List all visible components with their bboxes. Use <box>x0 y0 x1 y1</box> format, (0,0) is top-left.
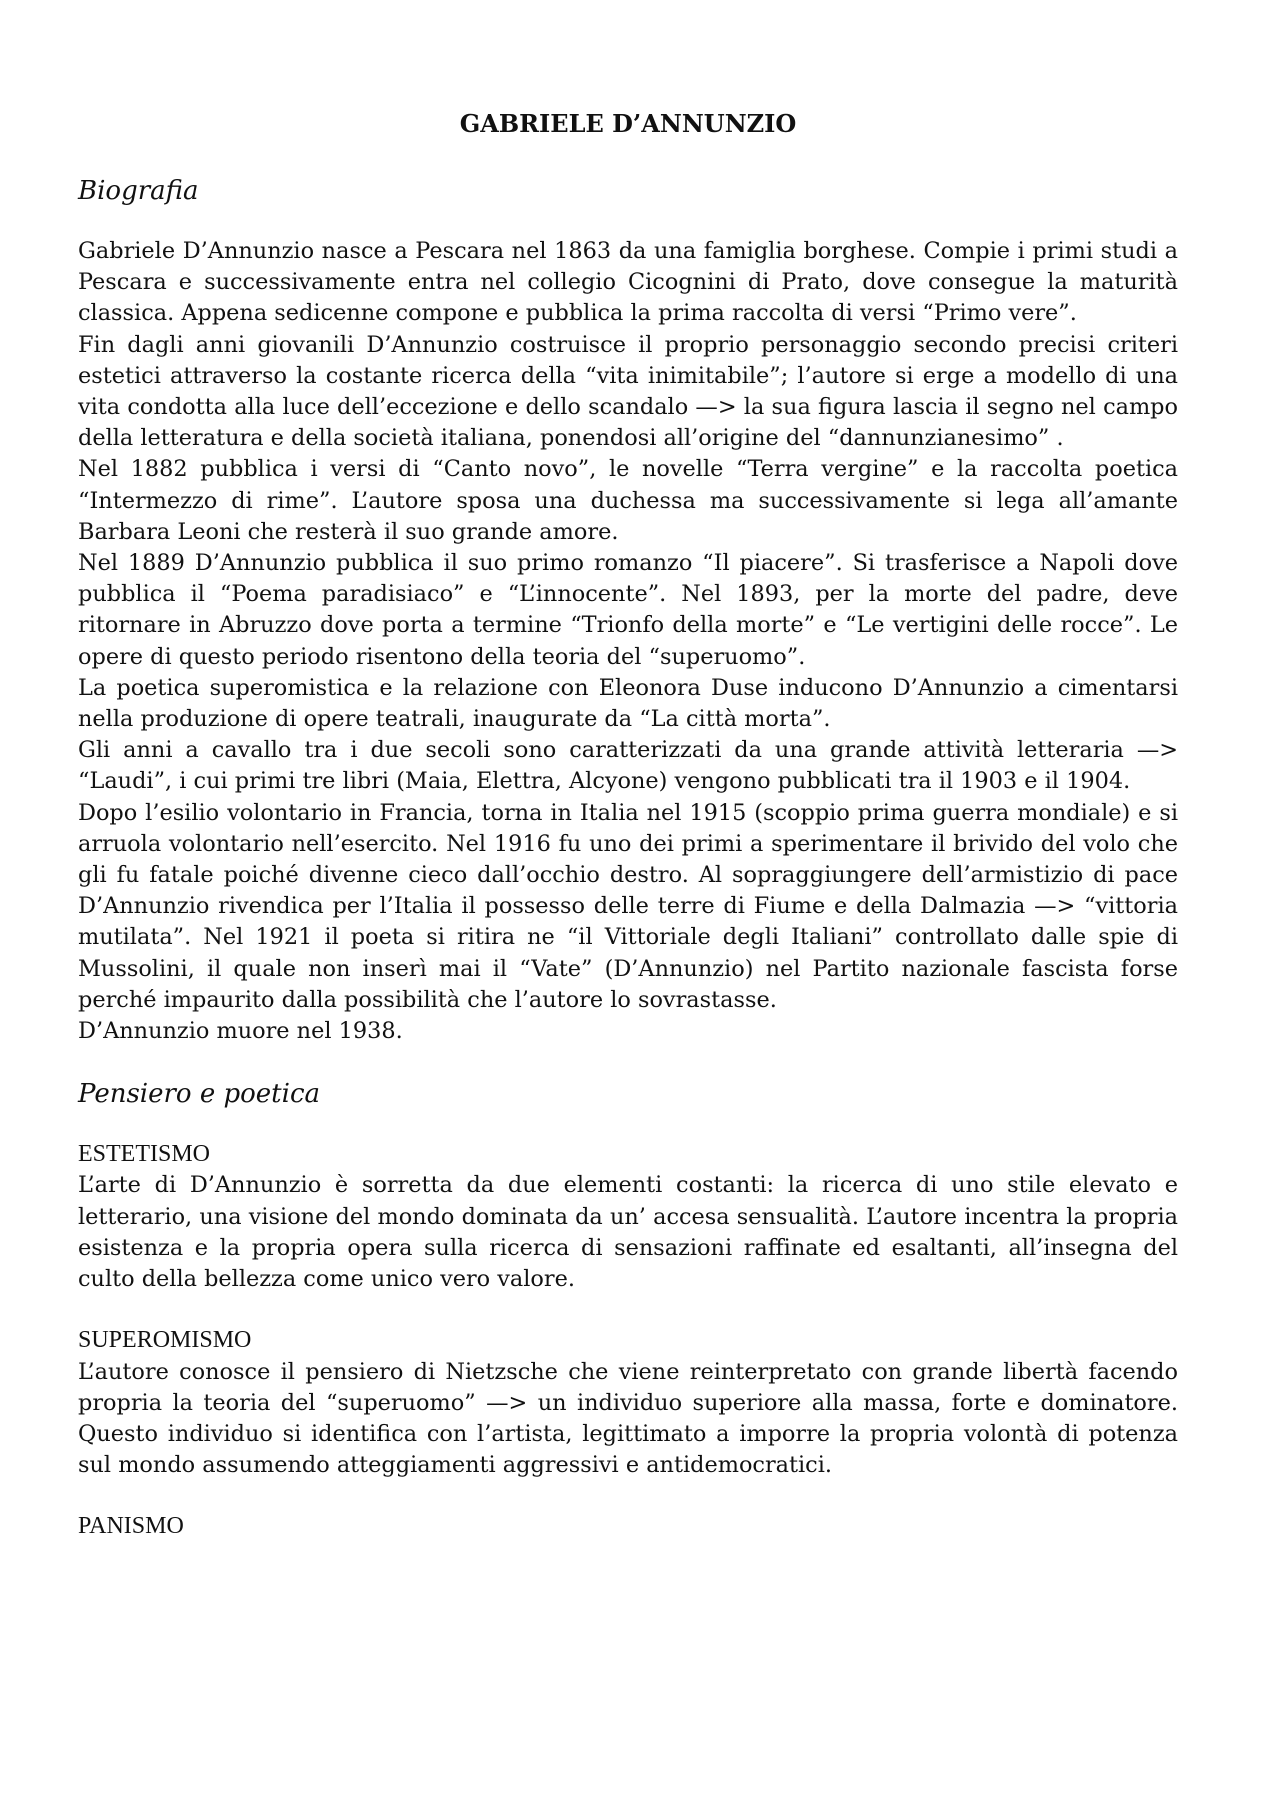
subheading-estetismo: ESTETISMO <box>78 1141 210 1168</box>
biography-paragraph: La poetica superomistica e la relazione con Eleonora Duse inducono D’Annunzio a cimentarsi nella produzione di opere teatrali, inaugurate da “La città morta”. <box>78 674 1178 733</box>
estetismo-paragraph: L’arte di D’Annunzio è sorretta da due elementi costanti: la ricerca di uno stile elevato e letterario, una visione del mondo dominata da un’ accesa sensualità. L’autore incentra la propria esistenza e la propria opera sulla ricerca di sensazioni raffinate ed esaltanti, all’insegna del culto della bellezza come unico vero valore. <box>78 1172 1178 1293</box>
section-heading-biography: Biografia <box>78 176 199 206</box>
biography-paragraph: Fin dagli anni giovanili D’Annunzio costruisce il proprio personaggio secondo precisi criteri estetici attraverso la costante ricerca della “vita inimitabile”; l’autore si erge a modello di una vita condotta alla luce dell’eccezione e dello scandalo —> la sua figura lascia il segno nel campo della letteratura e della società italiana, ponendosi all’origine del “dannunzianesimo” . <box>78 331 1178 452</box>
biography-paragraph: Dopo l’esilio volontario in Francia, torna in Italia nel 1915 (scoppio prima guerra mondiale) e si arruola volontario nell’esercito. Nel 1916 fu uno dei primi a sperimentare il brivido del volo che gli fu fatale poiché divenne cieco dall’occhio destro. Al sopraggiungere dell’armistizio di pace D’Annunzio rivendica per l’Italia il possesso delle terre di Fiume e della Dalmazia —> “vittoria mutilata”. Nel 1921 il poeta si ritira ne “il Vittoriale degli Italiani” controllato dalle spie di Mussolini, il quale non inserì mai il “Vate” (D’Annunzio) nel Partito nazionale fascista forse perché impaurito dalla possibilità che l’autore lo sovrastasse. <box>78 799 1178 1013</box>
biography-paragraph: Gabriele D’Annunzio nasce a Pescara nel 1863 da una famiglia borghese. Compie i primi studi a Pescara e successivamente entra nel collegio Cicognini di Prato, dove consegue la maturità classica. Appena sedicenne compone e pubblica la prima raccolta di versi “Primo vere”. <box>78 238 1178 327</box>
page-title: GABRIELE D’ANNUNZIO <box>459 109 797 138</box>
subheading-superomismo: SUPEROMISMO <box>78 1327 252 1354</box>
spacer <box>78 1295 1178 1325</box>
subheading-panismo: PANISMO <box>78 1513 184 1540</box>
section-heading-thought: Pensiero e poetica <box>78 1079 321 1110</box>
spacer <box>78 1481 1178 1511</box>
superomismo-paragraph: L’autore conosce il pensiero di Nietzsche che viene reinterpretato con grande libertà facendo propria la teoria del “superuomo” —> un individuo superiore alla massa, forte e dominatore. Questo individuo si identifica con l’artista, legittimato a imporre la propria volontà di potenza sul mondo assumendo atteggiamenti aggressivi e antidemocratici. <box>78 1358 1178 1479</box>
spacer <box>78 1047 1178 1077</box>
biography-paragraph: Gli anni a cavallo tra i due secoli sono caratterizzati da una grande attività letteraria —> “Laudi”, i cui primi tre libri (Maia, Elettra, Alcyone) vengono pubblicati tra il 1903 e il 1904. <box>78 737 1178 795</box>
biography-paragraph: D’Annunzio muore nel 1938. <box>78 1018 403 1045</box>
biography-paragraph: Nel 1889 D’Annunzio pubblica il suo primo romanzo “Il piacere”. Si trasferisce a Napoli dove pubblica il “Poema paradisiaco” e “L’innocente”. Nel 1893, per la morte del padre, deve ritornare in Abruzzo dove porta a termine “Trionfo della morte” e “Le vertigini delle rocce”. Le opere di questo periodo risentono della teoria del “superuomo”. <box>78 550 1178 670</box>
biography-paragraph: Nel 1882 pubblica i versi di “Canto novo”, le novelle “Terra vergine” e la raccolta poetica “Intermezzo di rime”. L’autore sposa una duchessa ma successivamente si lega all’amante Barbara Leoni che resterà il suo grande amore. <box>78 456 1178 545</box>
